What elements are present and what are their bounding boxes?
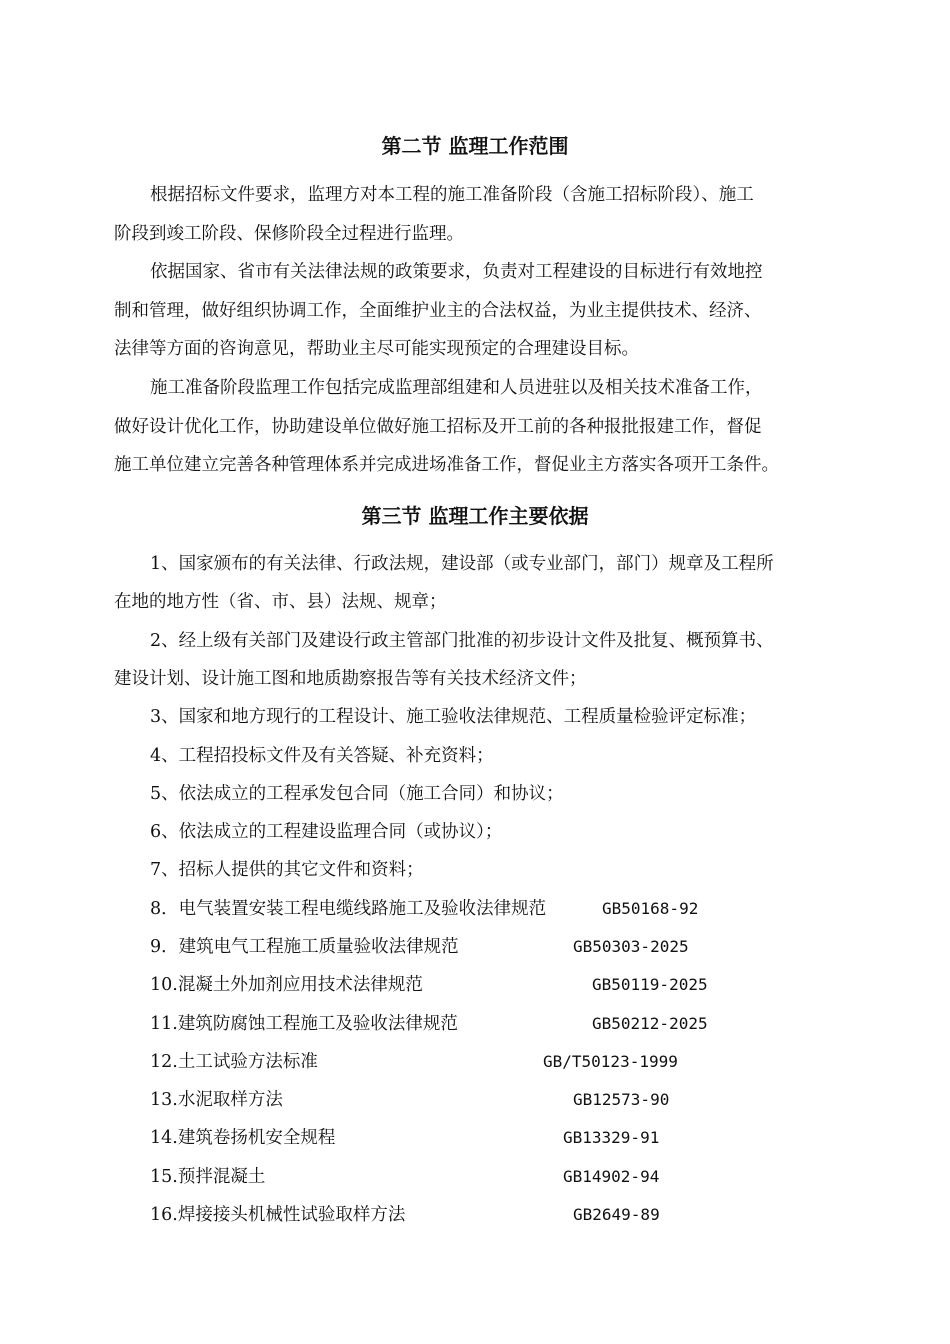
paragraph-line: 做好设计优化工作，协助建设单位做好施工招标及开工前的各种报批报建工作，督促 bbox=[114, 416, 762, 437]
basis-item-1: 1、国家颁布的有关法律、行政法规，建设部（或专业部门，部门）规章及工程所 bbox=[150, 554, 774, 574]
section-2-paragraph-3 bbox=[114, 369, 838, 485]
basis-item-1-continued: 在地的地方性（省、市、县）法规、规章； bbox=[114, 592, 447, 612]
standard-code: GB50119-2025 bbox=[592, 975, 708, 994]
paragraph-line: 制和管理，做好组织协调工作，全面维护业主的合法权益，为业主提供技术、经济、 bbox=[114, 300, 762, 321]
standard-item-16: 16.焊接接头机械性试验取样方法 bbox=[150, 1205, 406, 1225]
paragraph-line: 法律等方面的咨询意见，帮助业主尽可能实现预定的合理建设目标。 bbox=[114, 339, 639, 359]
section-2-paragraph-1 bbox=[114, 176, 838, 253]
basis-item-5: 5、依法成立的工程承发包合同（施工合同）和协议； bbox=[150, 784, 564, 804]
standard-code: GB/T50123-1999 bbox=[543, 1052, 678, 1071]
basis-item-2-continued: 建设计划、设计施工图和地质勘察报告等有关技术经济文件； bbox=[114, 669, 587, 689]
standard-item-8: 8．电气装置安装工程电缆线路施工及验收法律规范 bbox=[150, 899, 547, 919]
section-2-paragraph-2 bbox=[114, 253, 838, 369]
paragraph-line: 阶段到竣工阶段、保修阶段全过程进行监理。 bbox=[114, 223, 464, 244]
standard-code: GB12573-90 bbox=[573, 1090, 670, 1109]
basis-item-6: 6、依法成立的工程建设监理合同（或协议）； bbox=[150, 822, 503, 842]
standard-code: GB50303-2025 bbox=[573, 937, 689, 956]
standard-code: GB14902-94 bbox=[563, 1167, 660, 1186]
paragraph-line: 依据国家、省市有关法律法规的政策要求，负责对工程建设的目标进行有效地控 bbox=[150, 262, 763, 282]
basis-item-3: 3、国家和地方现行的工程设计、施工验收法律规范、工程质量检验评定标准； bbox=[150, 707, 757, 727]
standard-code: GB50168-92 bbox=[602, 899, 699, 918]
standard-code: GB13329-91 bbox=[563, 1128, 660, 1147]
standard-item-14: 14.建筑卷扬机安全规程 bbox=[150, 1128, 336, 1148]
standard-item-13: 13.水泥取样方法 bbox=[150, 1090, 283, 1110]
basis-item-7: 7、招标人提供的其它文件和资料； bbox=[150, 860, 424, 880]
section-2-heading: 第二节 监理工作范围 bbox=[381, 134, 569, 158]
standard-item-12: 12.土工试验方法标准 bbox=[150, 1052, 318, 1072]
paragraph-line: 施工准备阶段监理工作包括完成监理部组建和人员进驻以及相关技术准备工作， bbox=[150, 378, 763, 398]
standard-item-15: 15.预拌混凝土 bbox=[150, 1167, 266, 1187]
paragraph-line: 根据招标文件要求，监理方对本工程的施工准备阶段（含施工招标阶段）、施工 bbox=[150, 185, 754, 205]
basis-item-4: 4、工程招投标文件及有关答疑、补充资料； bbox=[150, 746, 494, 766]
basis-item-2: 2、经上级有关部门及建设行政主管部门批准的初步设计文件及批复、概预算书、 bbox=[150, 631, 774, 651]
standard-item-11: 11.建筑防腐蚀工程施工及验收法律规范 bbox=[150, 1014, 458, 1034]
paragraph-line: 施工单位建立完善各种管理体系并完成进场准备工作，督促业主方落实各项开工条件。 bbox=[114, 455, 779, 475]
section-3-heading: 第三节 监理工作主要依据 bbox=[361, 504, 589, 528]
standard-item-9: 9．建筑电气工程施工质量验收法律规范 bbox=[150, 937, 459, 957]
standard-code: GB2649-89 bbox=[573, 1205, 660, 1224]
standard-item-10: 10.混凝土外加剂应用技术法律规范 bbox=[150, 975, 423, 995]
standard-code: GB50212-2025 bbox=[592, 1014, 708, 1033]
